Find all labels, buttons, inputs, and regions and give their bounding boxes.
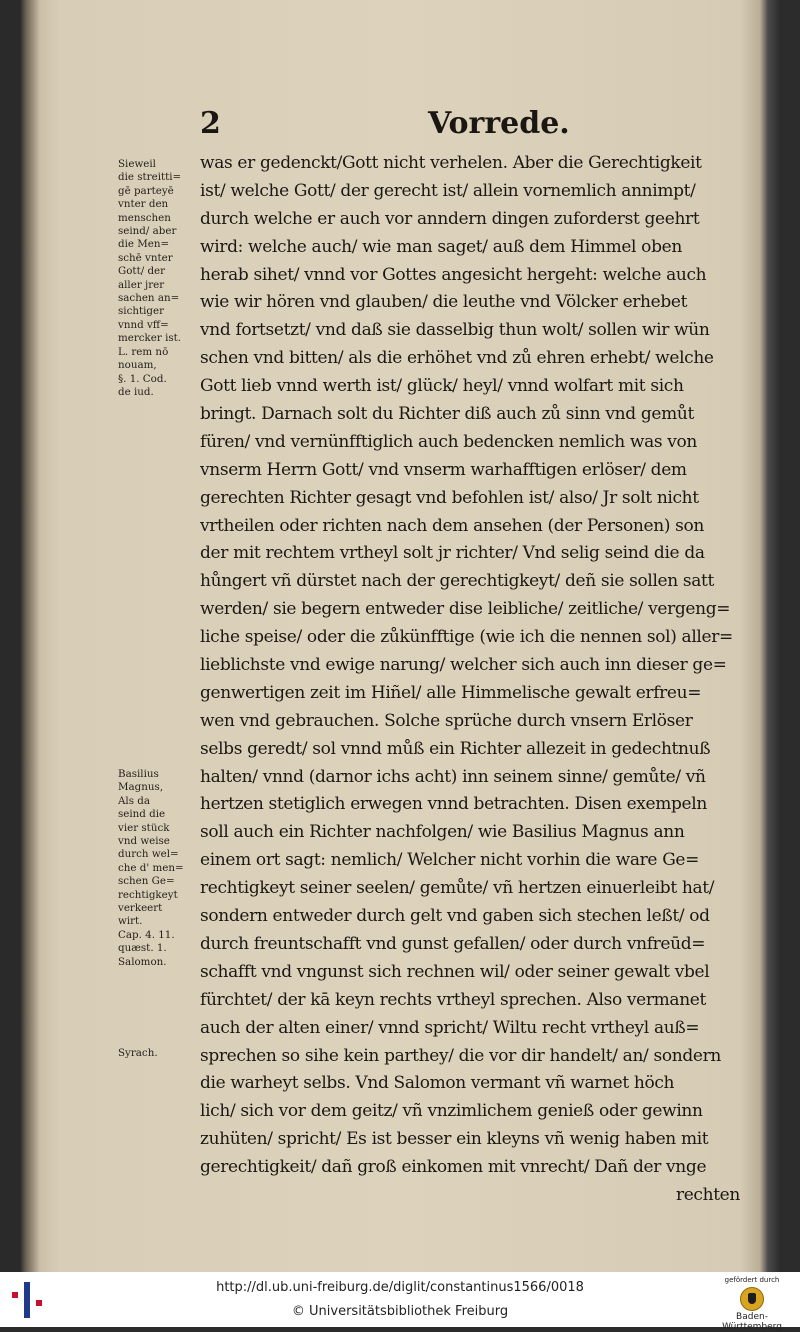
text-line: werden/ sie begern entweder dise leibliche/ zeitliche/ vergeng= [200,599,731,620]
text-line: der mit rechtem vrtheyl solt jr richter/ Vnd selig seind die da [200,543,705,564]
text-line: lieblichste vnd ewige narung/ welcher sich auch inn dieser ge= [200,655,727,676]
margin-note-line: Gott/ der [118,265,166,278]
text-line: die warheyt selbs. Vnd Salomon vermant vñ warnet höch [200,1073,675,1094]
text-line: schen vnd bitten/ als die erhöhet vnd zů ehren erhebt/ welche [200,348,714,369]
margin-note-line: nouam, [118,359,157,372]
margin-note-line: vier stück [118,821,170,834]
text-line: halten/ vnnd (darnor ichs acht) inn seinem sinne/ gemůte/ vñ [200,766,706,787]
running-title: Vorrede. [428,106,570,141]
text-line: vrtheilen oder richten nach dem ansehen (der Personen) son [200,515,705,536]
margin-note-line: die streitti= [118,171,182,184]
margin-note-line: sichtiger [118,305,165,318]
text-line: ist/ welche Gott/ der gerecht ist/ allein vornemlich annimpt/ [200,180,696,201]
sponsor-name: Baden-Württemberg [722,1312,782,1332]
text-line: bringt. Darnach solt du Richter diß auch zů sinn vnd gemůt [200,404,694,425]
text-line: zuhüten/ spricht/ Es ist besser ein kleyns vñ wenig haben mit [200,1129,709,1150]
text-line: herab sihet/ vnnd vor Gottes angesicht hergeht: welche auch [200,264,707,285]
margin-note-line: quæst. 1. [118,942,167,955]
text-line: füren/ vnd vernünfftiglich auch bedencken nemlich was von [200,431,698,452]
page-header [30,100,770,150]
margin-note [118,1047,198,1060]
margin-note-line: seind/ aber [118,225,177,238]
margin-note-line: Als da [118,794,151,807]
margin-note-line: menschen [118,211,171,224]
text-line: vnd fortsetzt/ vnd daß sie dasselbig thun wolt/ sollen wir wün [200,320,710,341]
text-line: soll auch ein Richter nachfolgen/ wie Basilius Magnus ann [200,822,685,843]
text-line: gerechten Richter gesagt vnd befohlen ist/ also/ Jr solt nicht [200,487,699,508]
margin-note-line: Cap. 4. 11. [118,928,175,941]
margin-note-line: durch wel= [118,848,179,861]
text-line: schafft vnd vngunst sich rechnen wil/ oder seiner gewalt vbel [200,961,710,982]
page-number: 2 [200,106,221,141]
margin-note-line: Magnus, [118,781,164,794]
margin-note-line: Sieweil [118,158,156,170]
text-line: wird: welche auch/ wie man saget/ auß dem Himmel oben [200,236,682,257]
text-line: hertzen stetiglich erwegen vnnd betrachten. Disen exempeln [200,794,707,815]
margin-note-line: aller jrer [118,278,165,291]
text-line: liche speise/ oder die zůkünfftige (wie ich die nennen sol) aller= [200,627,733,648]
margin-note-line: schē vnter [118,251,173,264]
text-line: lich/ sich vor dem geitz/ vñ vnzimlichem genieß oder gewinn [200,1101,703,1122]
text-line: hůngert vñ dürstet nach der gerechtigkeyt/ deñ sie sollen satt [200,571,715,592]
catchword: rechten [675,1184,740,1205]
text-line: sprechen so sihe kein parthey/ die vor dir handelt/ an/ sondern [200,1045,721,1066]
text-line: auch der alten einer/ vnnd spricht/ Wiltu recht vrtheyl auß= [200,1017,700,1038]
margin-note [118,768,198,969]
margin-note-line: seind die [118,808,166,821]
copyright-notice: © Universitätsbibliothek Freiburg [291,1304,509,1319]
margin-note [118,158,198,399]
source-url[interactable]: http://dl.ub.uni-freiburg.de/diglit/constantinus1566/0018 [216,1280,584,1295]
text-line: durch welche er auch vor anndern dingen zuforderst geehrt [200,208,700,229]
sponsor-caption: gefördert durch [724,1276,780,1284]
text-line: vnserm Herrn Gott/ vnd vnserm warhafftigen erlöser/ dem [200,459,687,480]
margin-note-line: che d' men= [118,861,184,874]
text-line: durch freuntschafft vnd gunst gefallen/ oder durch vnfreūd= [200,933,706,954]
margin-note-line: gē parteyē [118,184,174,197]
text-line: wen vnd gebrauchen. Solche sprüche durch vnsern Erlöser [200,710,693,731]
margin-note-line: vnter den [118,198,169,211]
text-line: fürchtet/ der kā keyn rechts vrtheyl sprechen. Also vermanet [200,989,707,1010]
bw-coat-of-arms-icon [740,1287,764,1311]
body-text [200,150,740,1210]
text-line: sondern entweder durch gelt vnd gaben sich stechen leßt/ od [200,906,710,927]
margin-note-line: wirt. [118,915,143,928]
margin-note-line: Basilius [118,768,159,780]
text-line: gerechtigkeit/ dañ groß einkomen mit vnrecht/ Dañ der vnge [200,1157,707,1178]
viewer-footer [0,1272,800,1332]
margin-note-line: die Men= [118,238,170,251]
margin-note-line: §. 1. Cod. [118,372,167,385]
text-line: selbs geredt/ sol vnnd můß ein Richter allezeit in gedechtnuß [200,738,711,759]
margin-note-line: de iud. [118,385,154,398]
book-page [30,0,770,1272]
margin-note-line: Salomon. [118,955,167,968]
text-line: einem ort sagt: nemlich/ Welcher nicht vorhin die ware Ge= [200,850,700,871]
margin-note-line: vnnd vff= [118,318,169,331]
text-line: rechtigkeyt seiner seelen/ gemůte/ vñ hertzen einuerleibt hat/ [200,878,715,899]
margin-note-line: vnd weise [118,835,170,848]
sponsor-block [712,1276,792,1332]
margin-note-line: L. rem nō [118,345,169,358]
text-line: wie wir hören vnd glauben/ die leuthe vnd Völcker erhebet [200,292,688,313]
margin-note-line: verkeert [118,902,163,915]
text-line: Gott lieb vnnd werth ist/ glück/ heyl/ vnnd wolfart mit sich [200,376,684,397]
text-line: was er gedenckt/Gott nicht verhelen. Aber die Gerechtigkeit [200,153,702,173]
margin-note-line: rechtigkeyt [118,888,178,901]
margin-note-line: mercker ist. [118,332,182,345]
margin-note-line: Syrach. [118,1047,158,1059]
text-line: genwertigen zeit im Hiñel/ alle Himmelische gewalt erfreu= [200,682,702,703]
margin-note-line: schen Ge= [118,875,175,888]
margin-note-line: sachen an= [118,292,180,305]
